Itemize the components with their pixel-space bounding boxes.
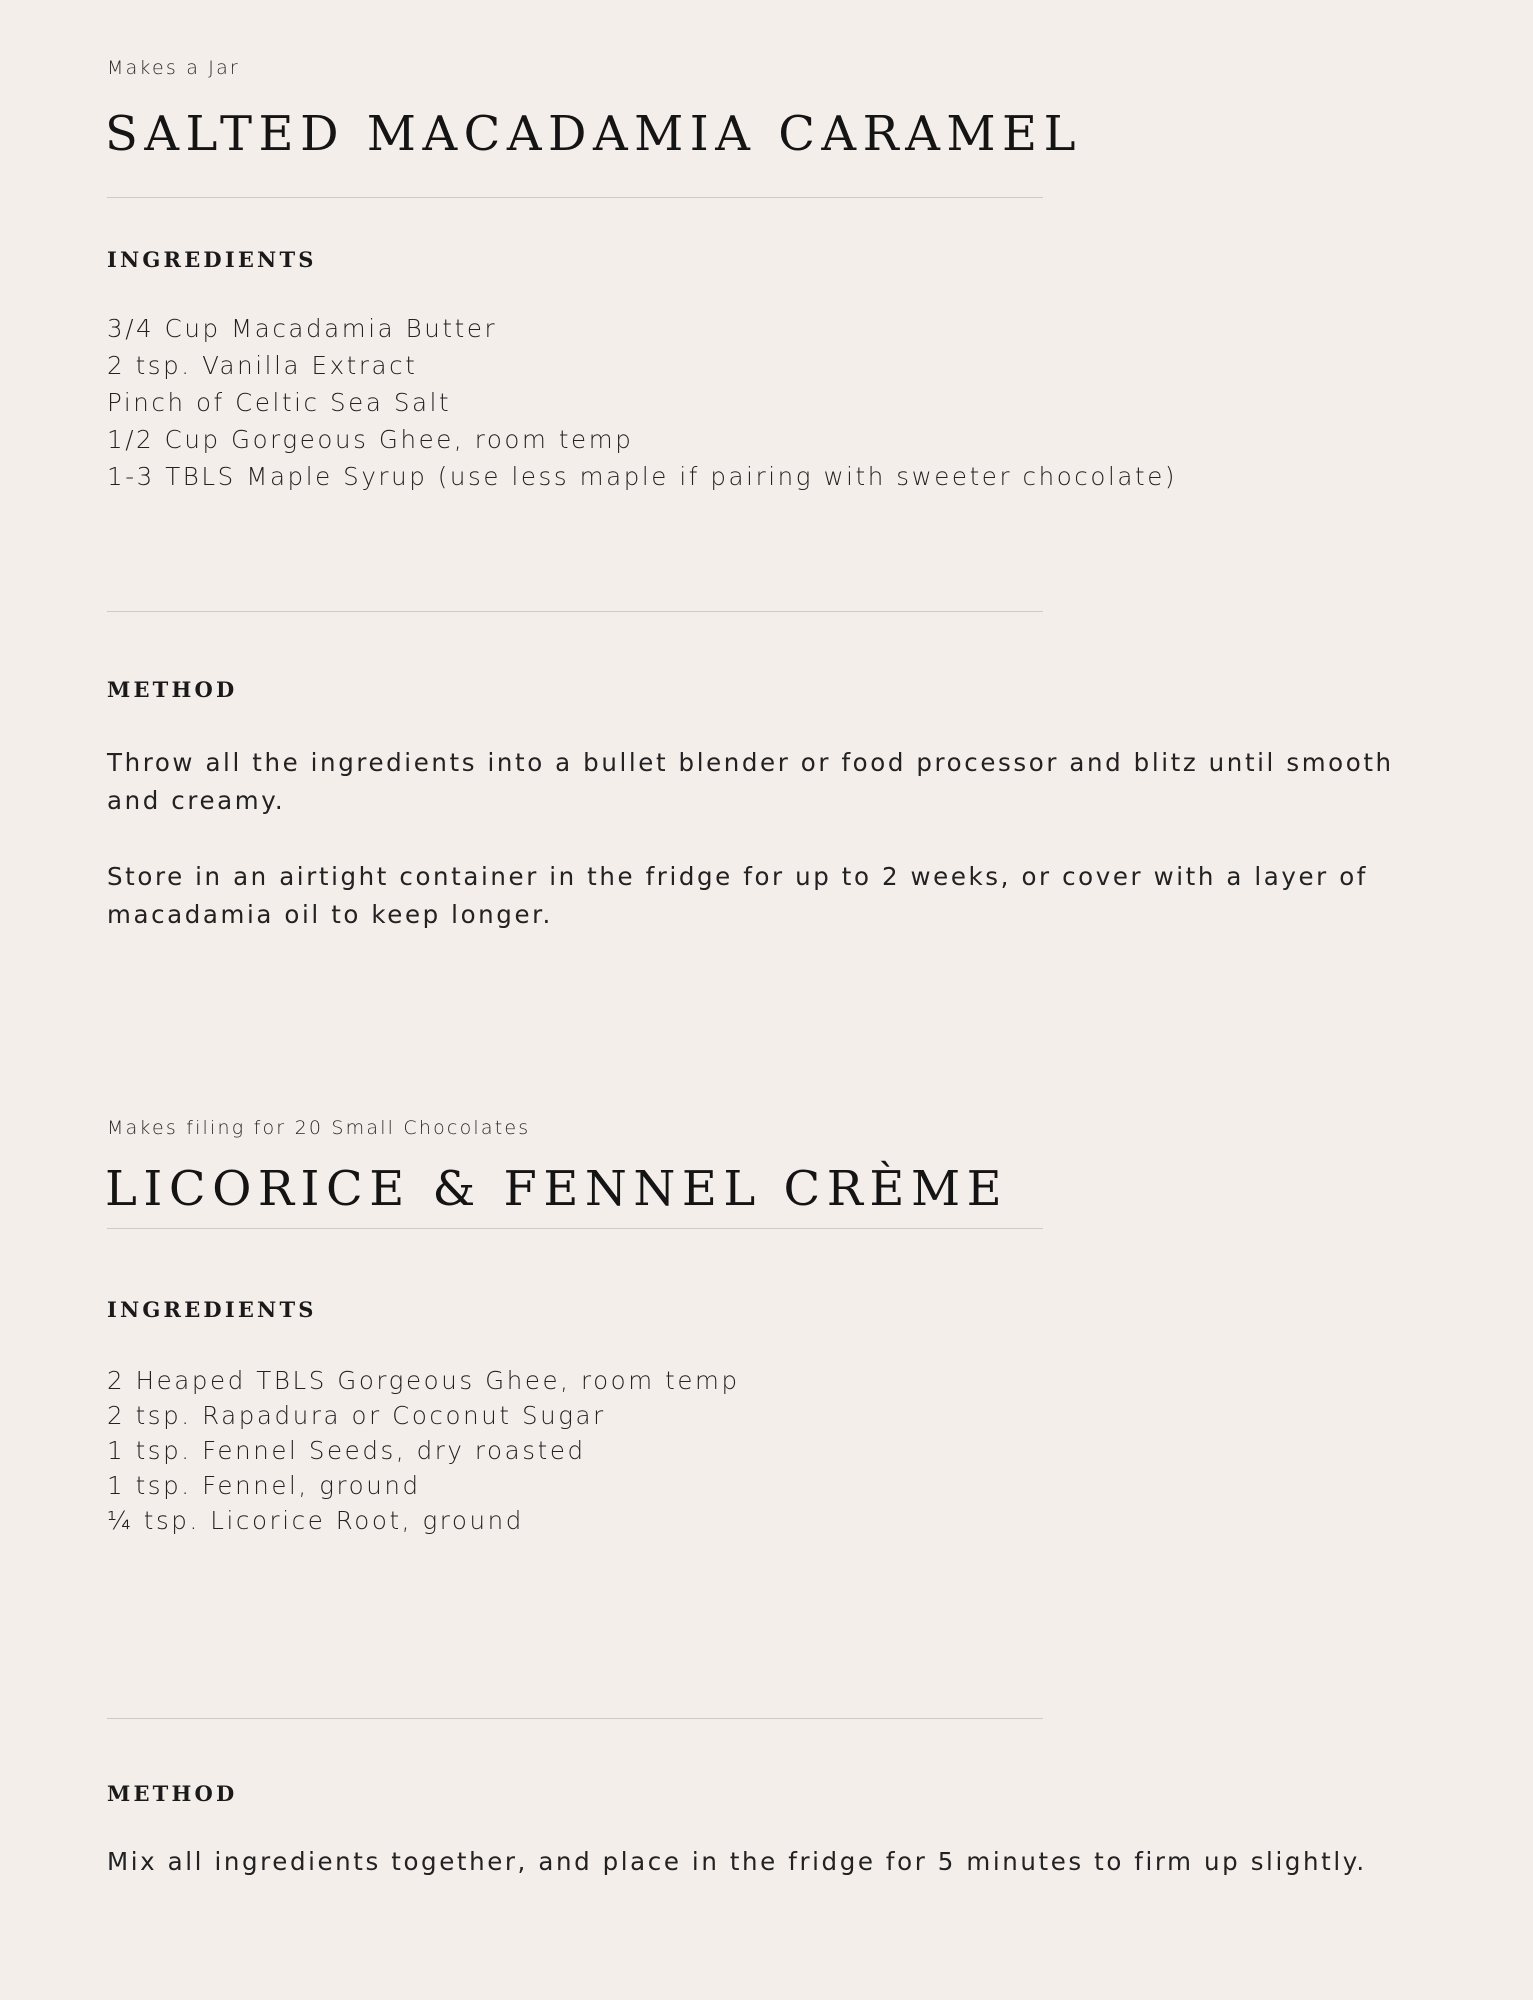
recipe-2-title-divider (107, 1228, 1043, 1229)
recipe-1-ingredients-heading: INGREDIENTS (107, 247, 317, 272)
recipe-1-ingredients-list (107, 310, 1177, 495)
ingredient-item: ¼ tsp. Licorice Root, ground (107, 1506, 524, 1535)
recipe-1-method-heading: METHOD (107, 677, 238, 702)
recipe-2-section-divider (107, 1718, 1043, 1719)
recipe-1-title: SALTED MACADAMIA CARAMEL (105, 106, 1082, 162)
recipe-1-method-step: Store in an airtight container in the fridge for up to 2 weeks, or cover with a layer of macadamia oil to keep longer. (107, 862, 1369, 929)
ingredient-item: 1 tsp. Fennel Seeds, dry roasted (107, 1436, 586, 1465)
ingredient-item: 2 Heaped TBLS Gorgeous Ghee, room temp (107, 1366, 740, 1395)
ingredient-item: 2 tsp. Rapadura or Coconut Sugar (107, 1401, 606, 1430)
recipe-2-method-heading: METHOD (107, 1781, 238, 1806)
recipe-1-method-step: Throw all the ingredients into a bullet blender or food processor and blitz until smooth and creamy. (107, 748, 1394, 815)
recipe-2-method-step: Mix all ingredients together, and place in the fridge for 5 minutes to firm up slightly. (107, 1847, 1367, 1876)
recipe-1-yield: Makes a Jar (107, 57, 240, 79)
recipe-2-ingredients-heading: INGREDIENTS (107, 1297, 317, 1322)
ingredient-item: 1 tsp. Fennel, ground (107, 1471, 421, 1500)
recipe-2-ingredients-list (107, 1363, 740, 1538)
ingredient-item: 2 tsp. Vanilla Extract (107, 351, 418, 380)
ingredient-item: 3/4 Cup Macadamia Butter (107, 314, 498, 343)
recipe-2-yield: Makes filing for 20 Small Chocolates (107, 1117, 531, 1139)
recipe-1-section-divider (107, 611, 1043, 612)
recipe-1-title-divider (107, 197, 1043, 198)
ingredient-item: 1-3 TBLS Maple Syrup (use less maple if pairing with sweeter chocolate) (107, 462, 1178, 491)
recipe-2-title: LICORICE & FENNEL CRÈME (105, 1161, 1009, 1217)
ingredient-item: Pinch of Celtic Sea Salt (107, 388, 452, 417)
ingredient-item: 1/2 Cup Gorgeous Ghee, room temp (107, 425, 634, 454)
